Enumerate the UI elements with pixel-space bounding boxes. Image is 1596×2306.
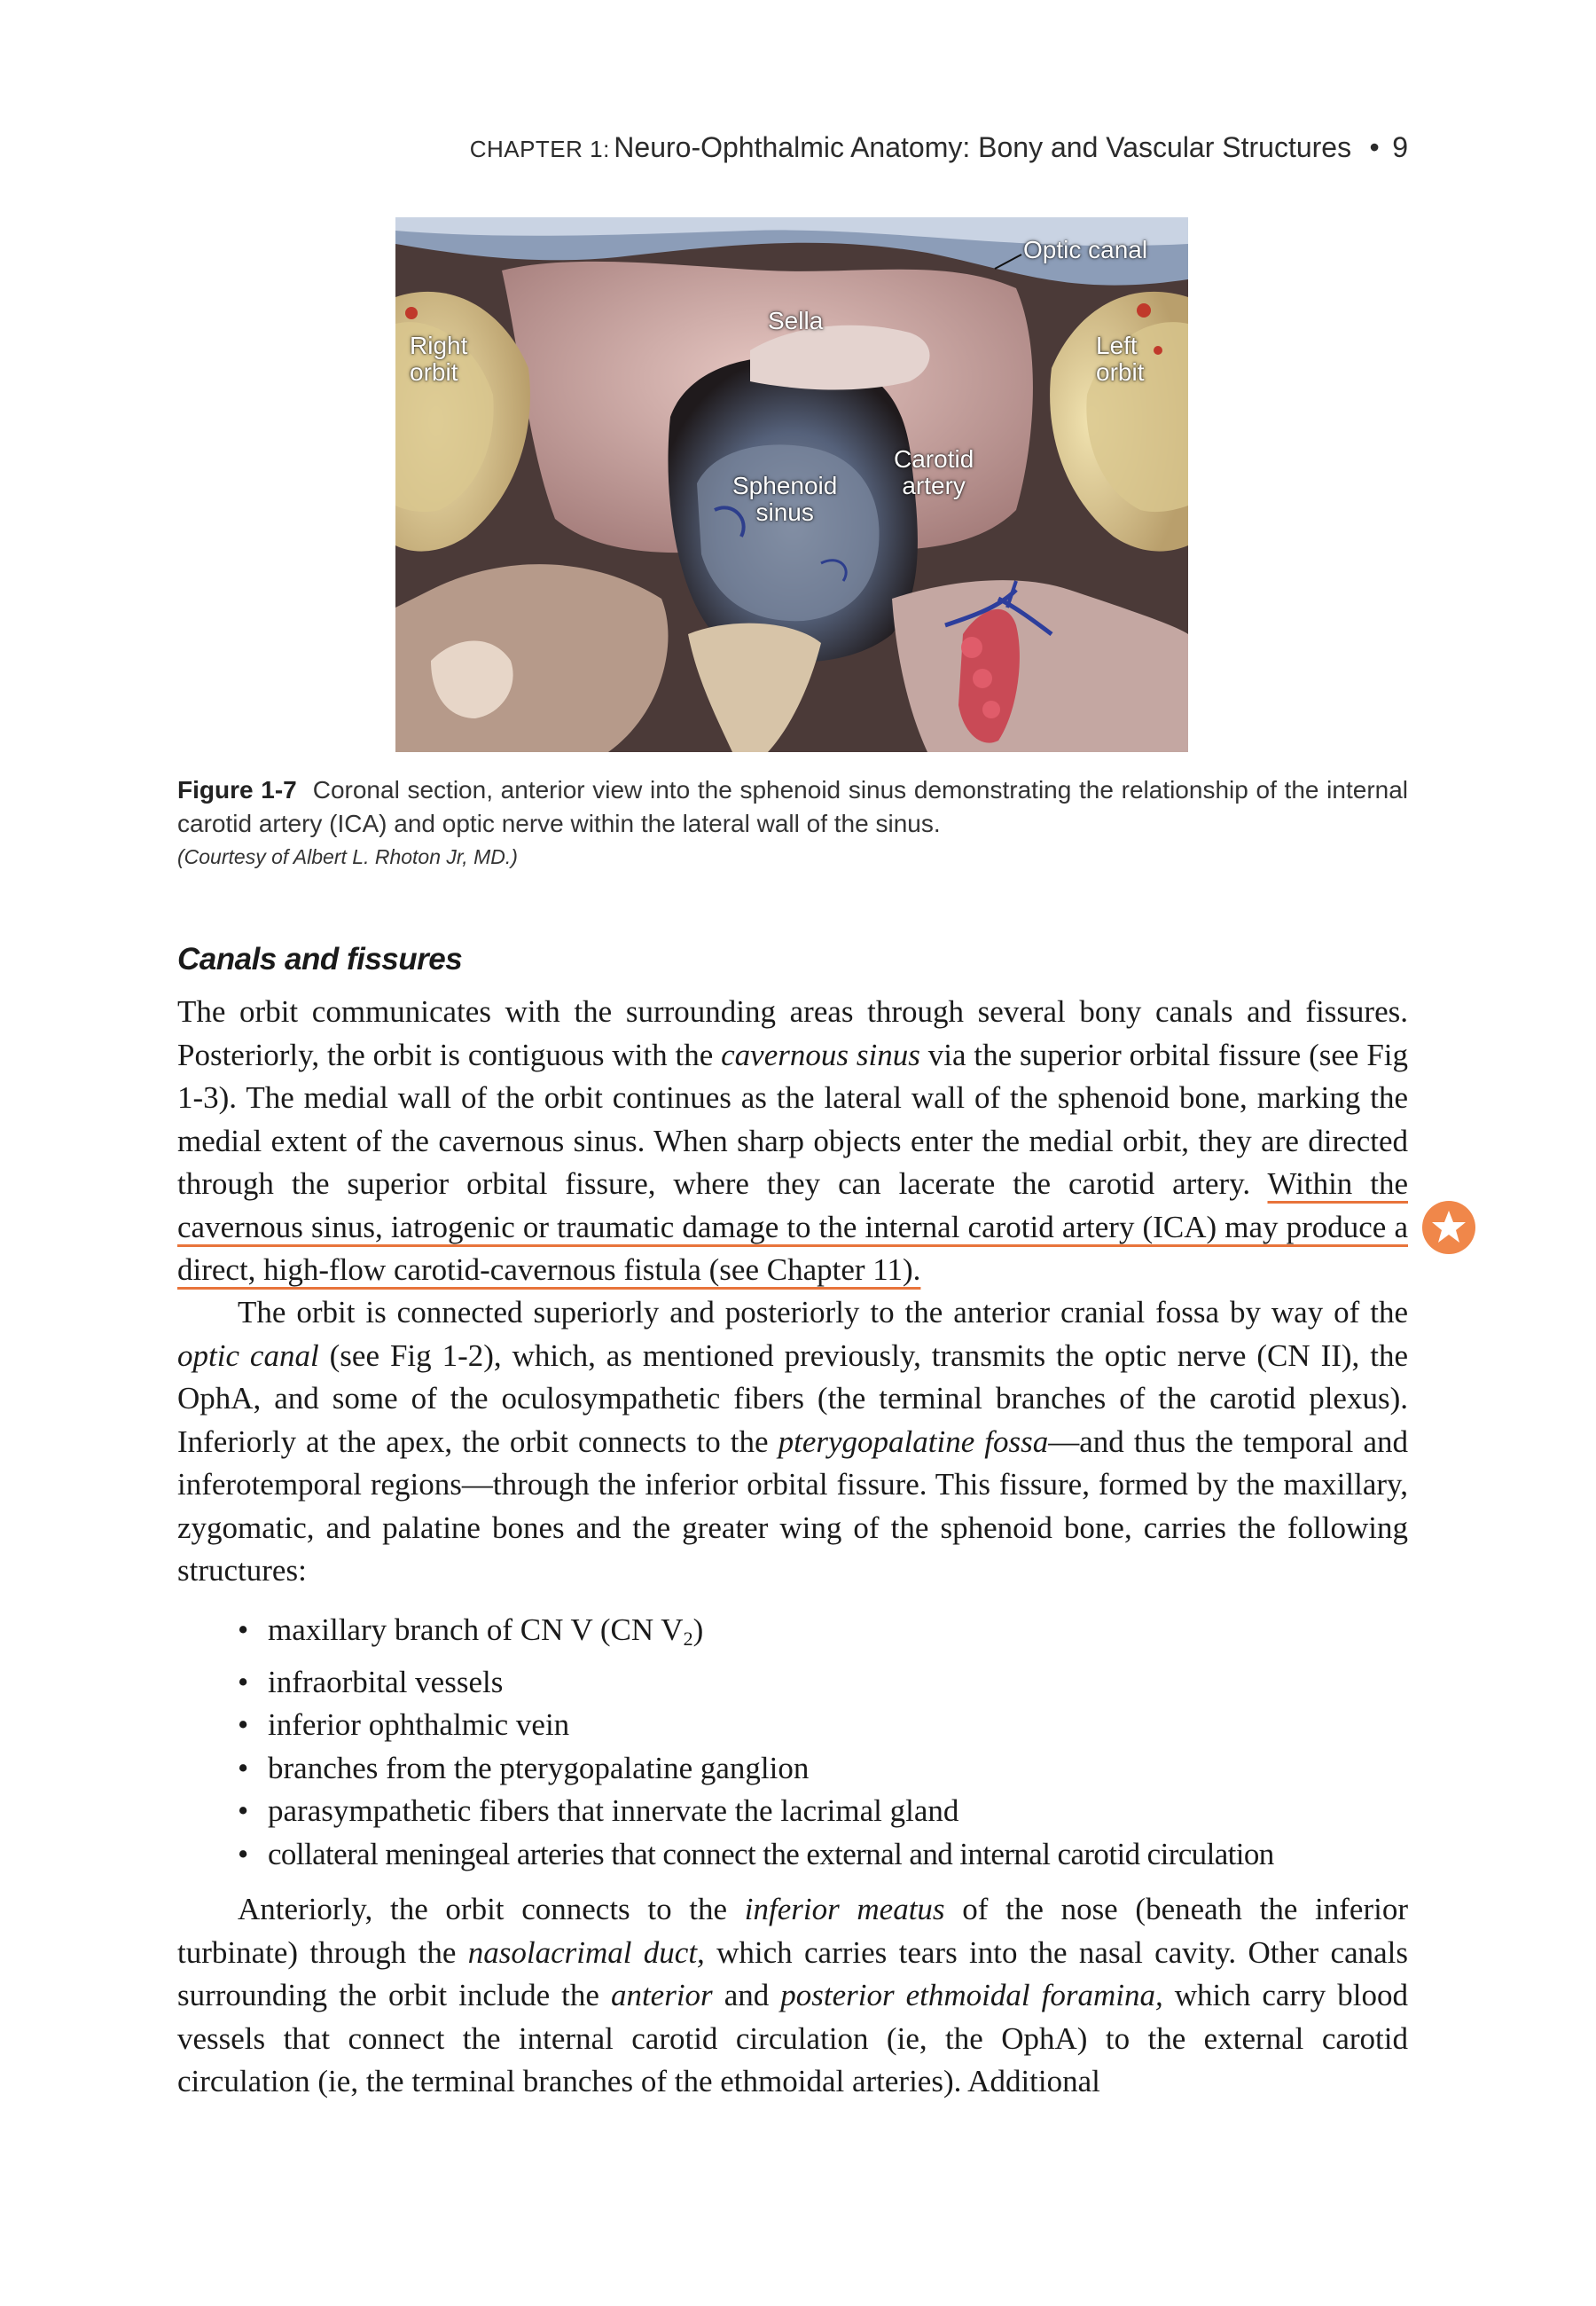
figure-number: Figure 1-7: [177, 776, 297, 804]
label-sphenoid-line-1: Sphenoid: [732, 472, 838, 499]
list-item: • infraorbital vessels: [238, 1661, 1417, 1705]
running-head-title: Neuro-Ophthalmic Anatomy: Bony and Vascular Structures: [614, 131, 1352, 163]
p1-text-1: The orbit communicates with the surrounding areas through several bony canals and fissures. Posteriorly, the orbit is contiguous with the: [177, 994, 1408, 1072]
list-item: • inferior ophthalmic vein: [238, 1704, 1417, 1747]
highlight-badge[interactable]: [1422, 1201, 1475, 1254]
page-number: 9: [1392, 131, 1408, 163]
anatomy-photo: [395, 217, 1188, 752]
label-left-orbit-line-1: Left: [1096, 332, 1138, 359]
p3-italic-nasolacrimal-duct: nasolacrimal duct,: [467, 1934, 705, 1970]
paragraph-1: [177, 991, 1408, 1292]
label-left-orbit-line-2: orbit: [1096, 358, 1145, 386]
p3-italic-inferior-meatus: inferior meatus: [744, 1892, 945, 1926]
figure-caption: [177, 773, 1408, 873]
label-right-orbit: [410, 333, 467, 386]
list-item: • parasympathetic fibers that innervate the lacrimal gland: [238, 1790, 1417, 1833]
p2-text-2: (see Fig 1-2), which, as mentioned previously, transmits the optic nerve (CN II), the OphA, and some of the oculosympathetic fibers (the terminal branches of the carotid plexus). Inferiorly at the apex, the orbit connects to the: [177, 1337, 1409, 1459]
label-carotid-artery: [894, 446, 974, 499]
label-right-orbit-line-2: orbit: [410, 358, 458, 386]
p1-italic-cavernous-sinus: cavernous sinus: [721, 1037, 920, 1072]
p2-text-1: The orbit is connected superiorly and posteriorly to the anterior cranial fossa by way of the: [238, 1295, 1408, 1329]
paragraph-2: [177, 1291, 1408, 1593]
label-carotid-line-1: Carotid: [894, 445, 974, 473]
p2-italic-optic-canal: optic canal: [177, 1337, 319, 1373]
label-optic-canal: Optic canal: [1023, 236, 1148, 263]
list-item: • collateral meningeal arteries that connect the external and internal carotid circulation: [238, 1833, 1417, 1877]
p2-text-3: —and thus the temporal and inferotemporal regions—through the inferior orbital fissure. This fissure, formed by the maxillary, zygomatic, and palatine bones and the greater wing of the sphenoid bone, carries the following structures:: [177, 1424, 1408, 1588]
figure-caption-text: Coronal section, anterior view into the sphenoid sinus demonstrating the relationship of the internal carotid artery (ICA) and optic nerve within the lateral wall of the sinus.: [177, 776, 1409, 837]
label-sphenoid-sinus: [732, 473, 837, 526]
p3-text-5: which carry blood vessels that connect the internal carotid circulation (ie, the OphA) to the external carotid circulation (ie, the terminal branches of the ethmoidal arteries). Additional: [177, 1978, 1408, 2098]
highlighted-passage[interactable]: Within the cavernous sinus, iatrogenic or traumatic damage to the internal carotid artery (ICA) may produce a direct, high-flow carotid-cavernous fistula (see Chapter 11).: [177, 1166, 1408, 1287]
label-sphenoid-line-2: sinus: [755, 498, 814, 526]
p3-text-3: which carries tears into the nasal cavity. Other canals surrounding the orbit include the: [177, 1934, 1408, 2012]
p1-text-2: via the superior orbital fissure (see Fig 1-3). The medial wall of the orbit continues as the lateral wall of the sphenoid bone, marking the medial extent of the cavernous sinus. When sharp objects enter the medial orbit, they are directed through the superior orbital fissure, where they can lacerate the carotid artery.: [177, 1037, 1409, 1201]
running-head: [372, 131, 1408, 164]
paragraph-3: [177, 1888, 1408, 2104]
label-carotid-line-2: artery: [902, 472, 966, 499]
list-item: • branches from the pterygopalatine ganglion: [238, 1747, 1417, 1791]
section-heading: Canals and fissures: [177, 942, 463, 977]
list-item: [238, 1609, 1417, 1661]
p3-italic-posterior-ethmoidal-foramina: posterior ethmoidal foramina,: [780, 1978, 1163, 2012]
running-head-chapter: CHAPTER 1:: [469, 136, 610, 162]
p3-text-4: and: [712, 1978, 781, 2012]
structures-list: [238, 1609, 1417, 1876]
label-right-orbit-line-1: Right: [410, 332, 468, 359]
label-sella: Sella: [768, 307, 824, 334]
list-item-text-close: ): [692, 1612, 704, 1647]
list-item-text: maxillary branch of CN V (CN V: [268, 1612, 684, 1647]
p3-italic-anterior: anterior: [610, 1978, 713, 2012]
p3-text-2: of the nose (beneath the inferior turbinate) through the: [177, 1892, 1408, 1970]
star-icon: [1431, 1209, 1467, 1244]
p2-italic-pterygopalatine-fossa: pterygopalatine fossa: [778, 1424, 1049, 1459]
label-left-orbit: [1096, 333, 1144, 386]
list-item-subscript: 2: [683, 1628, 693, 1650]
p3-text-1: Anteriorly, the orbit connects to the: [238, 1892, 745, 1926]
running-head-separator: •: [1369, 131, 1380, 163]
figure-credit: (Courtesy of Albert L. Rhoton Jr, MD.): [177, 845, 518, 868]
